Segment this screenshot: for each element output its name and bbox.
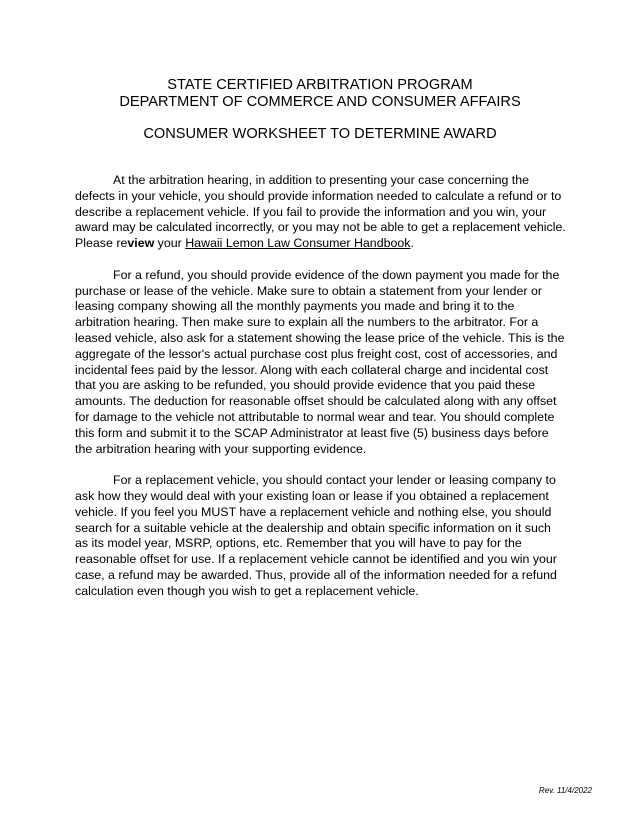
- department-title: DEPARTMENT OF COMMERCE AND CONSUMER AFFAIRS: [119, 94, 521, 110]
- intro-bold-text: view: [127, 236, 155, 251]
- document-body: [75, 173, 567, 615]
- paragraph-replacement: For a replacement vehicle, you should contact your lender or leasing company to ask how they would deal with your existing loan or lease if you obtained a replacement vehicle. If you feel you MUST have a replacement vehicle and nothing else, you should search for a suitable vehicle at the dealership and obtain specific information on it such as its model year, MSRP, options, etc. Remember that you will have to pay for the reasonable offset for use. If a replacement vehicle cannot be identified and you win your case, a refund may be awarded. Thus, provide all of the information needed for a refund calculation even though you wish to get a replacement vehicle.: [75, 473, 557, 598]
- revision-date: Rev. 11/4/2022: [538, 786, 592, 795]
- intro-period: .: [410, 236, 414, 251]
- document-header: [0, 77, 640, 111]
- program-title: STATE CERTIFIED ARBITRATION PROGRAM: [167, 77, 473, 93]
- intro-text: At the arbitration hearing, in addition to presenting your case concerning the defects in your vehicle, you should provide information needed to calculate a refund or to describe a replacement vehicle. If you fail to provide the information and you win, your award may be calculated incorrectly, or you may not be able to get a replacement vehicle. Please re: [75, 173, 566, 251]
- paragraph-intro: [75, 173, 567, 252]
- intro-text-continued: your: [154, 236, 186, 251]
- handbook-reference: Hawaii Lemon Law Consumer Handbook: [185, 236, 411, 251]
- paragraph-refund: For a refund, you should provide evidence of the down payment you made for the purchase or lease of the vehicle. Make sure to obtain a statement from your lender or leasing company showing all the monthly payments you made and bring it to the arbitration hearing. Then make sure to explain all the numbers to the arbitrator. For a leased vehicle, also ask for a statement showing the lease price of the vehicle. This is the aggregate of the lessor's actual purchase cost plus freight cost, cost of accessories, and incidental fees paid by the lessor. Along with each collateral charge and incidental cost that you are asking to be refunded, you should provide evidence that you paid these amounts. The deduction for reasonable offset should be calculated along with any offset for damage to the vehicle not attributable to normal wear and tear. You should complete this form and submit it to the SCAP Administrator at least five (5) business days before the arbitration hearing with your supporting evidence.: [75, 267, 565, 456]
- worksheet-title: CONSUMER WORKSHEET TO DETERMINE AWARD: [143, 126, 497, 142]
